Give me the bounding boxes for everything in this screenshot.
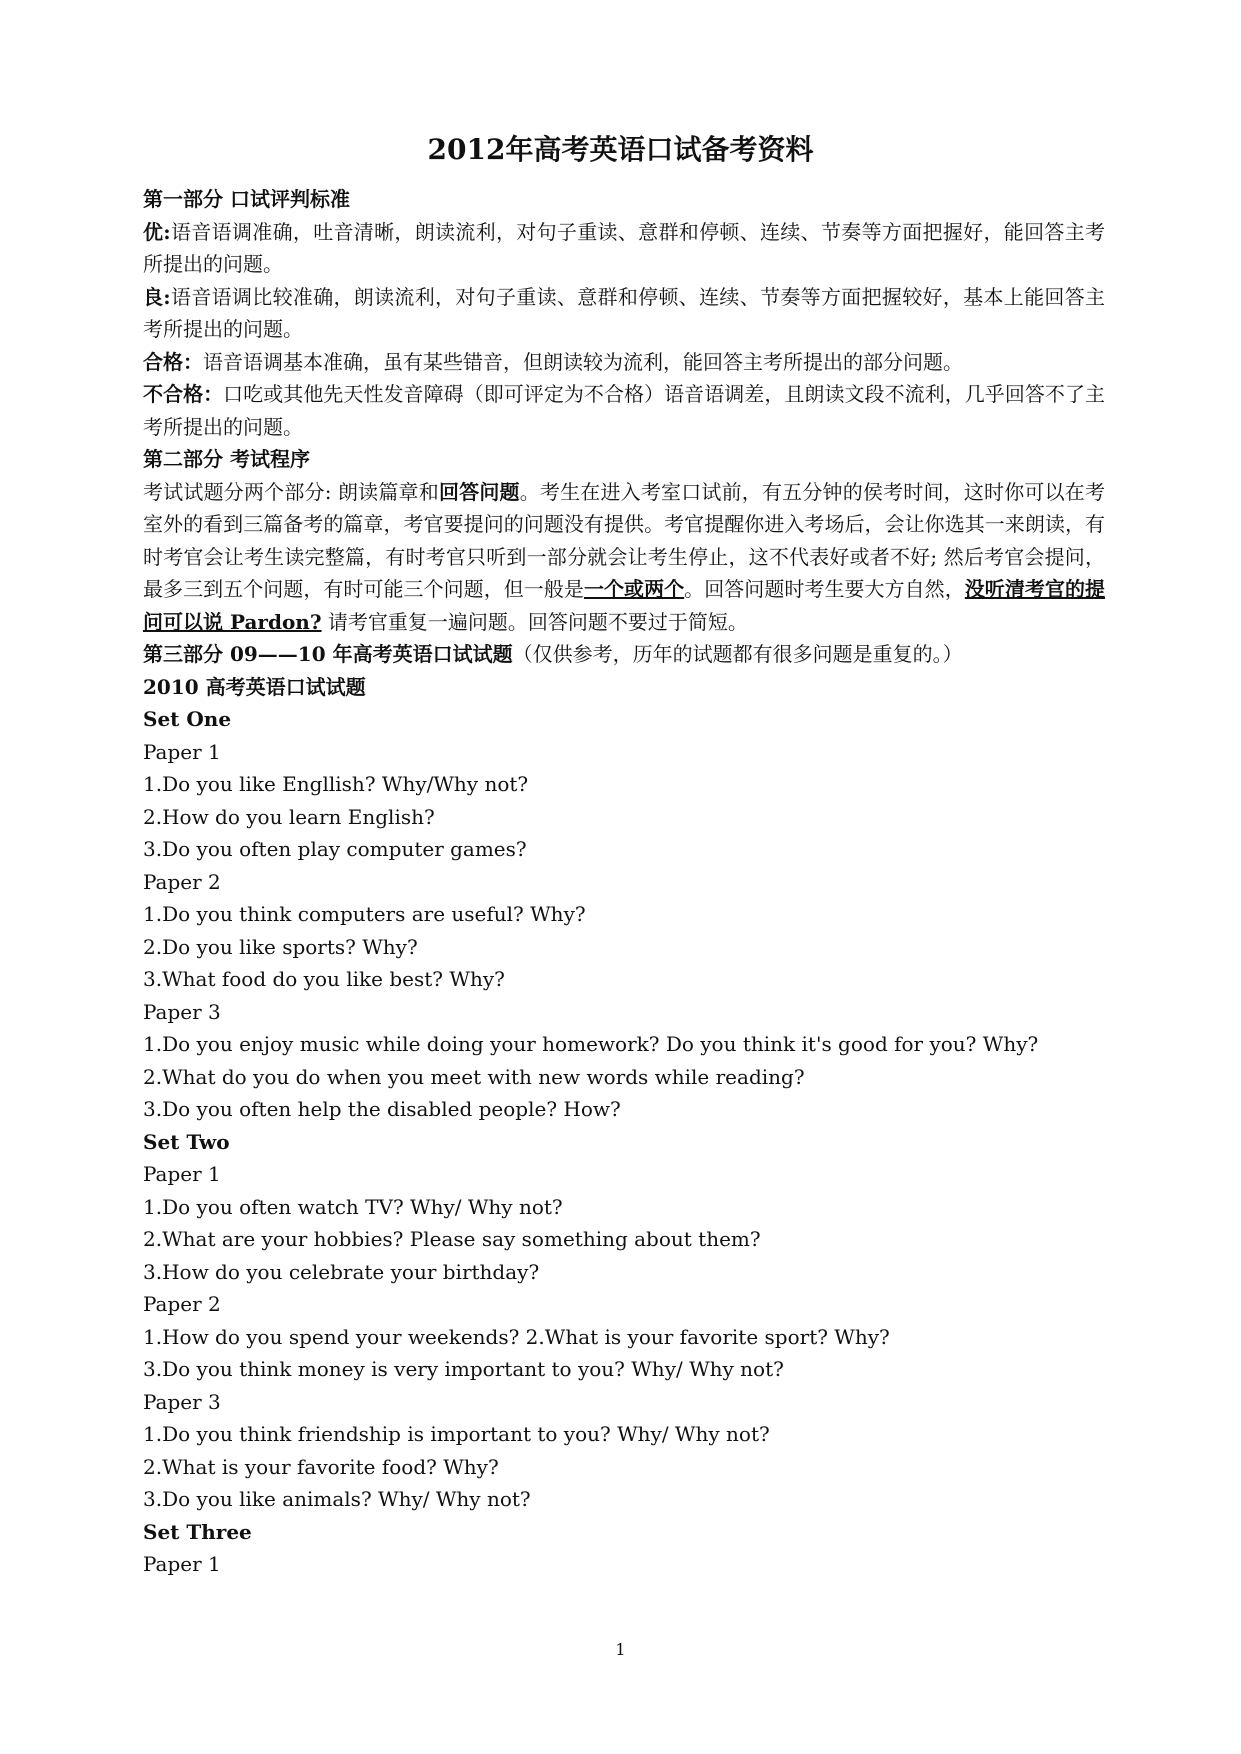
grade-pass — [143, 346, 1105, 379]
set-heading: Set Three — [143, 1519, 252, 1544]
question: 2.What do you do when you meet with new words while reading? — [143, 1064, 805, 1089]
grade-label: 优: — [143, 219, 171, 244]
grade-text: 语音语调准确，吐音清晰，朗读流利，对句子重读、意群和停顿、连续、节奏等方面把握好，能回答主考所提出的问题。 — [143, 219, 1106, 276]
question: 1.Do you enjoy music while doing your homework? Do you think it's good for you? Why? — [143, 1032, 1039, 1056]
question: 2.Do you like sports? Why? — [143, 934, 418, 959]
question: 3.Do you like animals? Why/ Why not? — [143, 1487, 531, 1511]
part2-heading: 第二部分 考试程序 — [143, 447, 310, 471]
procedure-text: 请考官重复一遍问题。回答问题不要过于简短。 — [321, 609, 748, 634]
paper-heading: Paper 1 — [143, 1552, 221, 1576]
set-heading: Set One — [143, 707, 232, 731]
grade-good — [143, 281, 1105, 346]
question: 3.What food do you like best? Why? — [143, 967, 505, 991]
grade-fail — [143, 378, 1105, 443]
part1-heading: 第一部分 口试评判标准 — [143, 187, 350, 211]
procedure-text: 。考生在进入考室口试前，有五分钟的侯考时间，这时你可以在考室外的看到三篇备考的篇章，考官要提问的问题没有提供。考官提醒你进入考场后，会让你选其一来朗读，有时考官会让考生读完整篇，有时考官只听到一部分就会让考生停止，这不代表好或者不好; 然后考官会提问，最多三到五个问题，有时可能三个问题，但一般是 — [143, 479, 1105, 601]
procedure-underlined: 没听清考官的提问可以说 Pardon? — [143, 577, 1106, 634]
question: 2.How do you learn English? — [143, 804, 435, 829]
procedure-text: 。回答问题时考生要大方自然， — [684, 577, 965, 601]
grade-text: 语音语调比较准确，朗读流利，对句子重读、意群和停顿、连续、节奏等方面把握较好，基本上能回答主考所提出的问题。 — [143, 284, 1106, 341]
paper-heading: Paper 3 — [143, 1389, 221, 1414]
document-body — [143, 183, 1105, 1581]
grade-text: 语音语调基本准确，虽有某些错音，但朗读较为流利，能回答主考所提出的部分问题。 — [203, 349, 963, 374]
question: 2.What is your favorite food? Why? — [143, 1454, 499, 1479]
grade-excellent — [143, 216, 1105, 281]
procedure-underlined: 一个或两个 — [583, 577, 685, 601]
year-heading: 2010 高考英语口试试题 — [143, 674, 366, 699]
part3-heading-line — [143, 638, 1105, 671]
paper-heading: Paper 2 — [143, 1292, 221, 1316]
question: 1.How do you spend your weekends? 2.What is your favorite sport? Why? — [143, 1324, 890, 1349]
question: 3.How do you celebrate your birthday? — [143, 1259, 540, 1284]
question: 2.What are your hobbies? Please say something about them? — [143, 1227, 761, 1251]
page-number: 1 — [615, 1640, 626, 1659]
paper-heading: Paper 1 — [143, 739, 221, 764]
question: 1.Do you like Engllish? Why/Why not? — [143, 772, 529, 796]
grade-label: 良: — [143, 284, 171, 309]
question: 3.Do you often help the disabled people? How? — [143, 1097, 621, 1121]
paper-heading: Paper 3 — [143, 999, 221, 1024]
question: 1.Do you think computers are useful? Why? — [143, 902, 586, 926]
exam-procedure-paragraph — [143, 476, 1105, 639]
procedure-bold: 回答问题 — [438, 479, 520, 504]
question: 3.Do you often play computer games? — [143, 837, 527, 861]
question: 3.Do you think money is very important to you? Why/ Why not? — [143, 1357, 784, 1381]
part3-note: （仅供参考，历年的试题都有很多问题是重复的。） — [512, 642, 963, 666]
procedure-text: 考试试题分两个部分: 朗读篇章和 — [143, 479, 439, 504]
grade-label: 不合格： — [143, 382, 224, 406]
document-title: 2012年高考英语口试备考资料 — [427, 133, 814, 166]
question: 1.Do you often watch TV? Why/ Why not? — [143, 1194, 563, 1219]
part3-heading: 第三部分 09——10 年高考英语口试试题 — [143, 642, 513, 666]
grade-label: 合格： — [143, 349, 203, 374]
grade-text: 口吃或其他先天性发音障碍（即可评定为不合格）语音语调差，且朗读文段不流利，几乎回答不了主考所提出的问题。 — [143, 382, 1106, 439]
set-heading: Set Two — [143, 1129, 230, 1154]
question: 1.Do you think friendship is important to you? Why/ Why not? — [143, 1422, 770, 1446]
paper-heading: Paper 2 — [143, 869, 221, 894]
paper-heading: Paper 1 — [143, 1162, 221, 1186]
